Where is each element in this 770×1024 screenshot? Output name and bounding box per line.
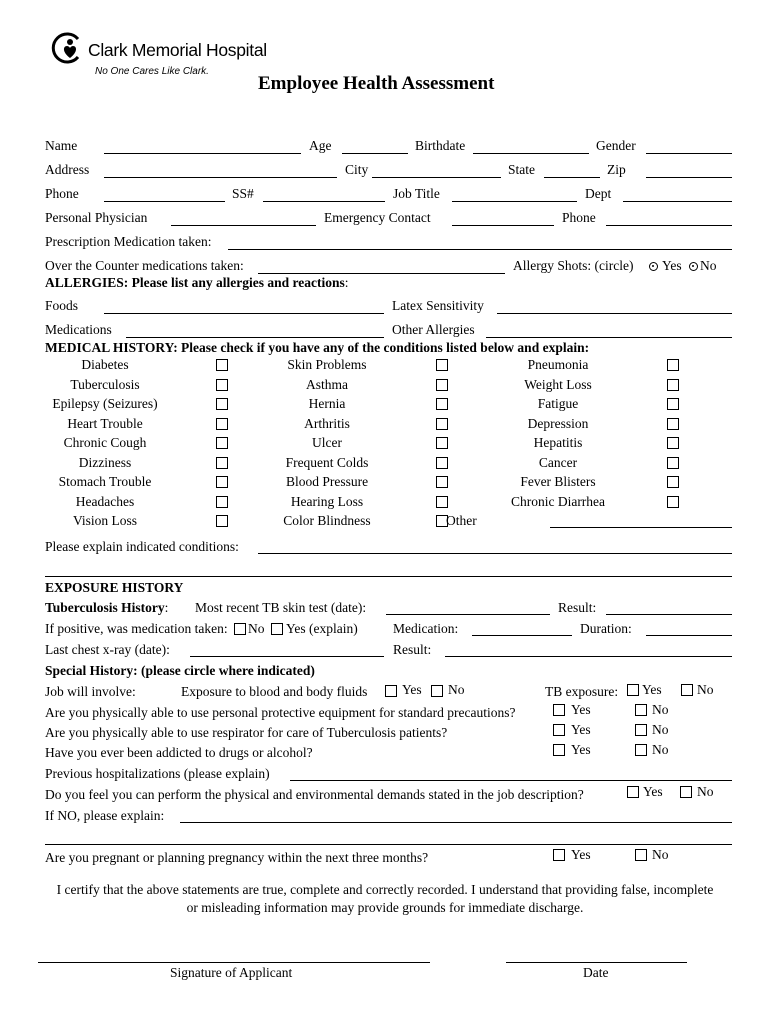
hospital-logo-icon: [50, 30, 86, 66]
duration-label: Duration:: [580, 621, 632, 636]
condition-label: Fever Blisters: [520, 474, 596, 489]
address-label: Address: [45, 162, 90, 177]
age-field[interactable]: [342, 153, 408, 154]
zip-field[interactable]: [646, 177, 732, 178]
birthdate-label: Birthdate: [415, 138, 466, 153]
condition-checkbox[interactable]: [216, 437, 228, 449]
explain-conditions-line-2[interactable]: [45, 576, 732, 577]
foods-field[interactable]: [104, 313, 384, 314]
tb-history-colon: :: [164, 600, 169, 615]
rx-meds-field[interactable]: [228, 249, 732, 250]
if-positive-no-label: No: [248, 621, 265, 636]
allergy-shots-yes-radio-icon[interactable]: [649, 262, 658, 271]
condition-checkbox[interactable]: [216, 515, 228, 527]
condition-checkbox[interactable]: [436, 496, 448, 508]
condition-checkbox[interactable]: [667, 437, 679, 449]
city-label: City: [345, 162, 369, 177]
physician-field[interactable]: [171, 225, 316, 226]
exposure-history-heading: EXPOSURE HISTORY: [45, 580, 184, 595]
signature-field[interactable]: [38, 962, 430, 963]
condition-label: Heart Trouble: [67, 415, 143, 431]
condition-checkbox[interactable]: [436, 379, 448, 391]
emergency-phone-label: Phone: [562, 210, 596, 225]
date-label: Date: [583, 965, 609, 980]
condition-label: Other: [446, 513, 477, 528]
pregnant-no-label: No: [652, 847, 669, 862]
medications-allergy-label: Medications: [45, 322, 112, 337]
condition-label: Hepatitis: [533, 435, 583, 450]
date-field[interactable]: [506, 962, 687, 963]
respirator-no-checkbox[interactable]: [635, 724, 647, 736]
hospital-name: Clark Memorial Hospital: [88, 40, 267, 60]
dept-label: Dept: [585, 186, 612, 201]
allergy-shots-label: Allergy Shots: (circle): [513, 258, 634, 273]
condition-checkbox[interactable]: [216, 418, 228, 430]
condition-label: Fatigue: [537, 396, 579, 411]
otc-meds-field[interactable]: [258, 273, 505, 274]
condition-label: Epilepsy (Seizures): [52, 396, 158, 411]
tb-exposure-yes-label: Yes: [642, 682, 662, 697]
address-field[interactable]: [104, 177, 337, 178]
condition-checkbox[interactable]: [667, 476, 679, 488]
gender-label: Gender: [596, 138, 636, 153]
tb-result-field[interactable]: [606, 614, 732, 615]
allergies-heading-text: ALLERGIES: Please list any allergies and reactions: [45, 275, 345, 290]
condition-checkbox[interactable]: [436, 457, 448, 469]
certify-line-1: I certify that the above statements are true, complete and correctly recorded. I understand that providing false, incomplete: [56, 882, 714, 897]
signature-label: Signature of Applicant: [170, 965, 293, 980]
demands-yes-checkbox[interactable]: [627, 786, 639, 798]
allergies-heading-colon: :: [344, 275, 349, 290]
condition-label: Color Blindness: [283, 513, 371, 528]
emergency-contact-label: Emergency Contact: [324, 210, 431, 225]
birthdate-field[interactable]: [473, 153, 589, 154]
other-allergies-field[interactable]: [486, 337, 732, 338]
condition-label: Arthritis: [304, 415, 350, 431]
demands-no-checkbox[interactable]: [680, 786, 692, 798]
ppe-no-checkbox[interactable]: [635, 704, 647, 716]
blood-exposure-label: Exposure to blood and body fluids: [181, 684, 368, 699]
condition-label: Hearing Loss: [290, 493, 364, 509]
condition-checkbox[interactable]: [436, 359, 448, 371]
condition-label: Ulcer: [312, 435, 342, 450]
ppe-no-label: No: [652, 702, 669, 717]
condition-checkbox[interactable]: [667, 418, 679, 430]
pregnant-yes-label: Yes: [571, 847, 591, 862]
condition-checkbox[interactable]: [216, 476, 228, 488]
condition-label: Tuberculosis: [70, 376, 140, 392]
medications-allergy-field[interactable]: [126, 337, 384, 338]
explain-conditions-label: Please explain indicated conditions:: [45, 539, 239, 554]
condition-checkbox[interactable]: [216, 379, 228, 391]
tb-exposure-no-label: No: [697, 682, 714, 697]
duration-field[interactable]: [646, 635, 732, 636]
state-label: State: [508, 162, 535, 177]
allergy-shots-yes-label: Yes: [662, 258, 682, 273]
condition-checkbox[interactable]: [216, 496, 228, 508]
demands-question: Do you feel you can perform the physical and environmental demands stated in the job description?: [45, 787, 584, 802]
condition-label: Chronic Cough: [63, 435, 147, 450]
zip-label: Zip: [607, 162, 626, 177]
physician-label: Personal Physician: [45, 210, 148, 225]
allergy-shots-no-label: No: [700, 258, 717, 273]
condition-label: Cancer: [538, 454, 578, 470]
condition-label: Headaches: [75, 493, 135, 509]
tb-exposure-yes-checkbox[interactable]: [627, 684, 639, 696]
recent-tb-test-field[interactable]: [386, 614, 550, 615]
condition-label: Depression: [527, 415, 589, 431]
condition-label: Skin Problems: [287, 357, 367, 372]
if-no-label: If NO, please explain:: [45, 808, 165, 823]
recent-tb-test-label: Most recent TB skin test (date):: [195, 600, 367, 615]
tb-exposure-no-checkbox[interactable]: [681, 684, 693, 696]
medication-field[interactable]: [472, 635, 572, 636]
blood-no-label: No: [448, 682, 465, 697]
hospitalizations-label: Previous hospitalizations (please explain): [45, 766, 270, 781]
special-history-heading: Special History: (please circle where indicated): [45, 663, 315, 678]
demands-no-label: No: [697, 784, 714, 799]
respirator-yes-checkbox[interactable]: [553, 724, 565, 736]
pregnant-yes-checkbox[interactable]: [553, 849, 565, 861]
other-allergies-label: Other Allergies: [392, 322, 475, 337]
gender-field[interactable]: [646, 153, 732, 154]
medical-history-heading: MEDICAL HISTORY: Please check if you have any of the conditions listed below and explain:: [45, 340, 590, 355]
last-xray-label: Last chest x-ray (date):: [45, 642, 170, 657]
condition-checkbox[interactable]: [436, 476, 448, 488]
medication-label: Medication:: [393, 621, 459, 636]
pregnant-question: Are you pregnant or planning pregnancy within the next three months?: [45, 850, 429, 865]
condition-label: Frequent Colds: [285, 454, 369, 470]
condition-label: Diabetes: [81, 357, 129, 372]
emergency-phone-field[interactable]: [606, 225, 732, 226]
drugs-no-checkbox[interactable]: [635, 744, 647, 756]
form-title: Employee Health Assessment: [258, 73, 495, 94]
state-field[interactable]: [544, 177, 600, 178]
condition-checkbox[interactable]: [436, 418, 448, 430]
demands-yes-label: Yes: [643, 784, 663, 799]
tb-result-label: Result:: [558, 600, 597, 615]
emergency-contact-field[interactable]: [452, 225, 554, 226]
city-field[interactable]: [372, 177, 501, 178]
allergies-heading: [45, 276, 349, 290]
job-title-field[interactable]: [452, 201, 577, 202]
condition-label: Weight Loss: [524, 376, 592, 392]
respirator-no-label: No: [652, 722, 669, 737]
job-involve-label: Job will involve:: [45, 684, 136, 699]
if-positive-yes-label: Yes (explain): [286, 621, 358, 636]
explain-conditions-field[interactable]: [258, 553, 732, 554]
ppe-question: Are you physically able to use personal protective equipment for standard precautions?: [45, 705, 516, 720]
phone-field[interactable]: [104, 201, 225, 202]
ssn-label: SS#: [232, 186, 254, 201]
drugs-yes-label: Yes: [571, 742, 591, 757]
respirator-yes-label: Yes: [571, 722, 591, 737]
condition-checkbox[interactable]: [216, 457, 228, 469]
blood-yes-checkbox[interactable]: [385, 685, 397, 697]
condition-checkbox[interactable]: [667, 379, 679, 391]
if-positive-yes-checkbox[interactable]: [271, 623, 283, 635]
if-no-field[interactable]: [180, 822, 732, 823]
condition-checkbox[interactable]: [667, 359, 679, 371]
dept-field[interactable]: [623, 201, 732, 202]
drugs-question: Have you ever been addicted to drugs or alcohol?: [45, 745, 313, 760]
latex-label: Latex Sensitivity: [392, 298, 484, 313]
pregnant-no-checkbox[interactable]: [635, 849, 647, 861]
age-label: Age: [309, 138, 332, 153]
other-condition-field[interactable]: [550, 527, 732, 528]
last-xray-field[interactable]: [190, 656, 384, 657]
latex-field[interactable]: [497, 313, 732, 314]
ssn-field[interactable]: [263, 201, 385, 202]
condition-checkbox[interactable]: [667, 496, 679, 508]
condition-checkbox[interactable]: [216, 398, 228, 410]
if-positive-label: If positive, was medication taken:: [45, 621, 228, 636]
ppe-yes-checkbox[interactable]: [553, 704, 565, 716]
respirator-question: Are you physically able to use respirator for care of Tuberculosis patients?: [45, 725, 448, 740]
blood-no-checkbox[interactable]: [431, 685, 443, 697]
name-label: Name: [45, 138, 78, 153]
name-field[interactable]: [104, 153, 301, 154]
foods-label: Foods: [45, 298, 79, 313]
condition-checkbox[interactable]: [436, 437, 448, 449]
xray-result-label: Result:: [393, 642, 432, 657]
condition-label: Dizziness: [78, 454, 132, 470]
phone-label: Phone: [45, 186, 79, 201]
condition-label: Stomach Trouble: [58, 474, 152, 489]
drugs-no-label: No: [652, 742, 669, 757]
condition-label: Hernia: [308, 396, 346, 411]
condition-checkbox[interactable]: [667, 457, 679, 469]
job-title-label: Job Title: [393, 186, 440, 201]
condition-label: Asthma: [306, 376, 348, 392]
tb-history-label-text: Tuberculosis History: [45, 600, 165, 615]
condition-label: Pneumonia: [527, 357, 589, 372]
tb-exposure-label: TB exposure:: [545, 684, 619, 699]
condition-checkbox[interactable]: [667, 398, 679, 410]
condition-checkbox[interactable]: [216, 359, 228, 371]
xray-result-field[interactable]: [445, 656, 732, 657]
if-no-line-2[interactable]: [45, 844, 732, 845]
otc-meds-label: Over the Counter medications taken:: [45, 258, 244, 273]
certify-line-2: or misleading information may provide grounds for immediate discharge.: [186, 900, 584, 915]
rx-meds-label: Prescription Medication taken:: [45, 234, 212, 249]
blood-yes-label: Yes: [402, 682, 422, 697]
condition-label: Vision Loss: [72, 513, 138, 528]
hospital-tagline: No One Cares Like Clark.: [95, 66, 209, 77]
condition-checkbox[interactable]: [436, 398, 448, 410]
drugs-yes-checkbox[interactable]: [553, 744, 565, 756]
condition-label: Blood Pressure: [285, 474, 369, 489]
ppe-yes-label: Yes: [571, 702, 591, 717]
tb-history-label: [45, 601, 168, 615]
hospitalizations-field[interactable]: [290, 780, 732, 781]
if-positive-no-checkbox[interactable]: [234, 623, 246, 635]
allergy-shots-no-radio-icon[interactable]: [689, 262, 698, 271]
condition-label: Chronic Diarrhea: [510, 493, 606, 509]
